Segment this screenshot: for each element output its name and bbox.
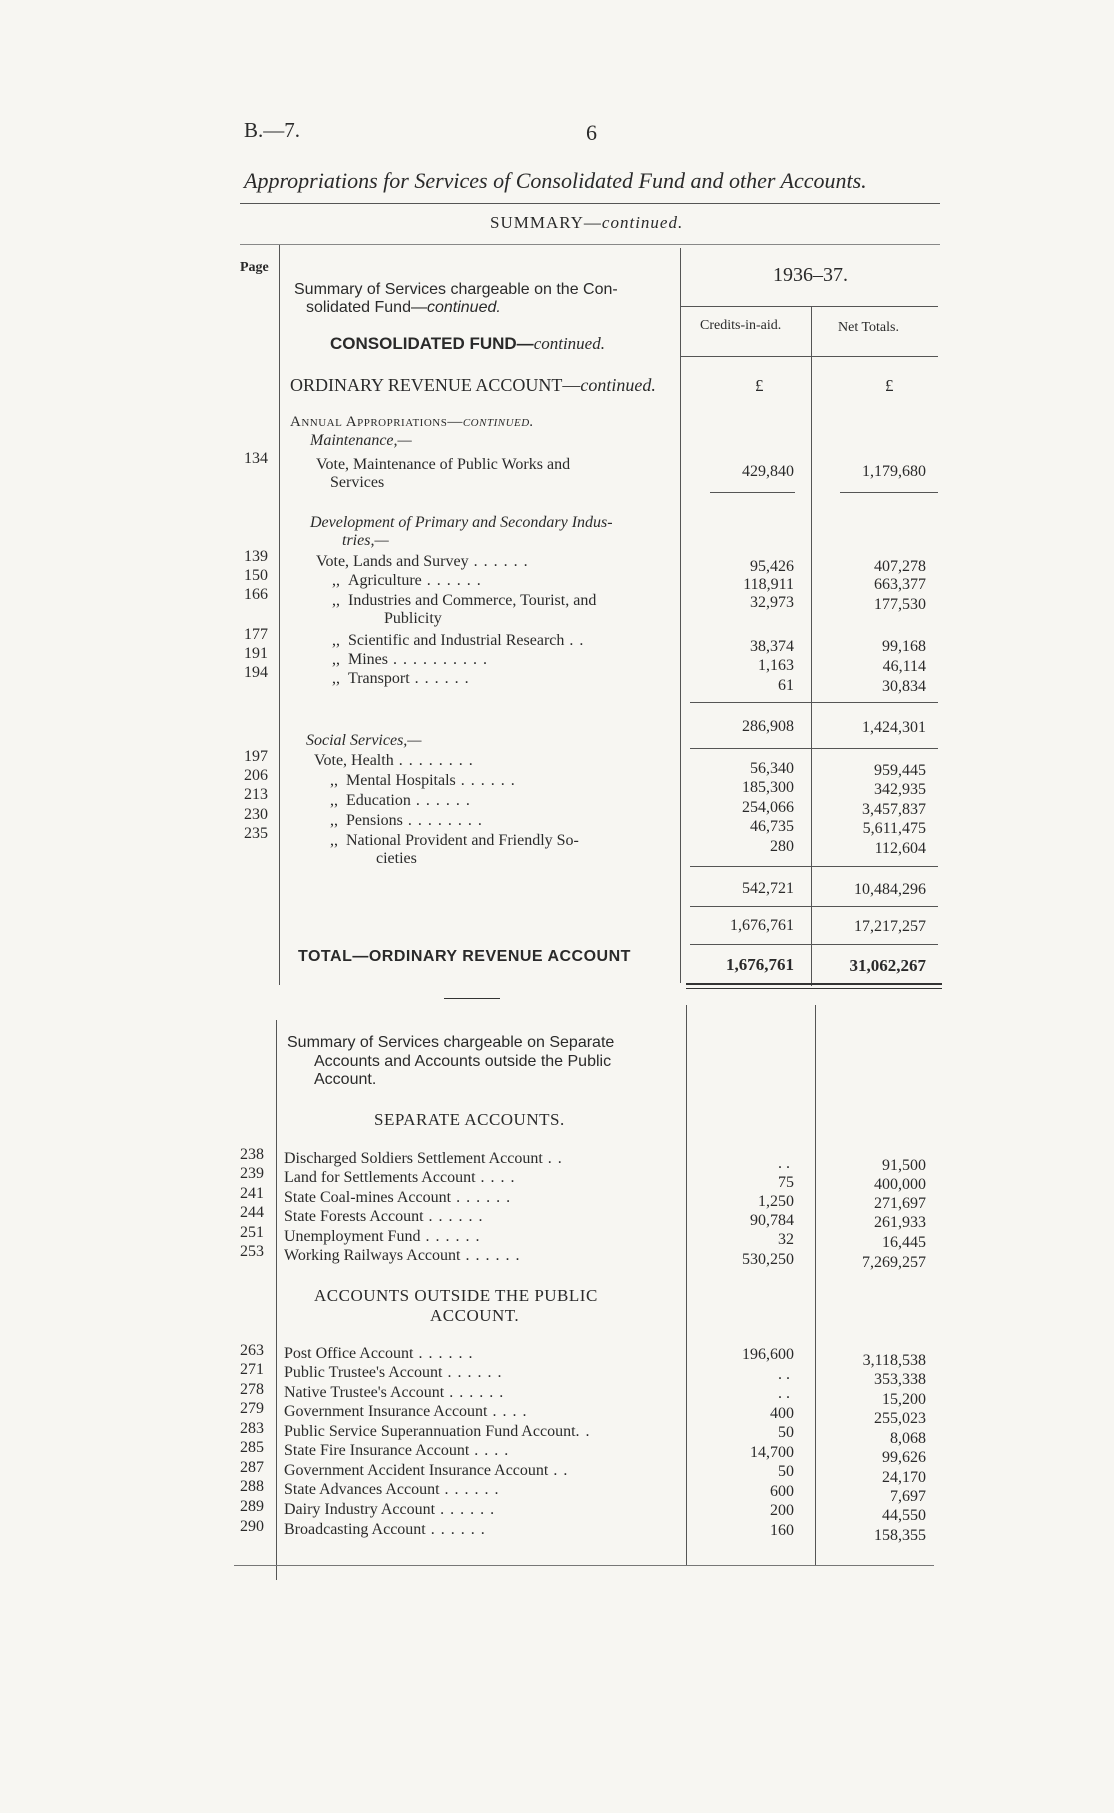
credits-cell: 1,250 — [758, 1193, 794, 1210]
net-cell: 16,445 — [882, 1234, 926, 1251]
net-cell: 177,530 — [874, 596, 926, 613]
net-cell: 99,626 — [882, 1449, 926, 1466]
credits-cell: 530,250 — [742, 1251, 794, 1268]
credits-cell: 32,973 — [750, 594, 794, 611]
credits-cell: 196,600 — [742, 1346, 794, 1363]
credits-cell: 32 — [778, 1231, 794, 1248]
development-heading-line2: tries,— — [342, 532, 389, 549]
table-row: State Advances Account . . . . . . — [284, 1481, 500, 1498]
credits-cell: 400 — [770, 1405, 794, 1422]
table-row-page: 235 — [244, 825, 268, 842]
table-row: ,, National Provident and Friendly So- — [330, 832, 579, 849]
credits-currency: £ — [755, 376, 764, 395]
maintenance-heading: Maintenance,— — [310, 432, 412, 449]
outside-accounts-heading-line1: ACCOUNTS OUTSIDE THE PUBLIC — [314, 1286, 598, 1305]
net-cell: 5,611,475 — [862, 820, 926, 837]
net-cell: 255,023 — [874, 1410, 926, 1427]
maintenance-page: 134 — [244, 450, 268, 467]
table-row: Government Insurance Account . . . . — [284, 1403, 528, 1420]
credits-cell: 95,426 — [750, 558, 794, 575]
table-row: Broadcasting Account . . . . . . — [284, 1521, 486, 1538]
table-row: State Forests Account . . . . . . — [284, 1208, 484, 1225]
credits-cell: 600 — [770, 1483, 794, 1500]
credits-cell: 200 — [770, 1502, 794, 1519]
table-row-page: 283 — [240, 1420, 264, 1437]
net-cell: 342,935 — [874, 781, 926, 798]
maintenance-net: 1,179,680 — [862, 463, 926, 480]
table-row: Native Trustee's Account . . . . . . — [284, 1384, 505, 1401]
credits-cell: 46,735 — [750, 818, 794, 835]
net-cell: 407,278 — [874, 558, 926, 575]
maintenance-line1: Vote, Maintenance of Public Works and — [316, 456, 571, 473]
credits-cell: 38,374 — [750, 638, 794, 655]
net-cell: 3,457,837 — [862, 801, 926, 818]
section1-intro-line2: solidated Fund—continued. — [306, 299, 501, 316]
table-row: ,, Mines . . . . . . . . . . — [332, 651, 488, 668]
net-cell: 91,500 — [882, 1157, 926, 1174]
table-row-page: 263 — [240, 1342, 264, 1359]
table-row-page: 194 — [244, 664, 268, 681]
table-row: Dairy Industry Account . . . . . . — [284, 1501, 496, 1518]
table-row: ,, Transport . . . . . . — [332, 670, 470, 687]
table-row: State Fire Insurance Account . . . . — [284, 1442, 510, 1459]
credits-cell: 14,700 — [750, 1444, 794, 1461]
table-row-page: 279 — [240, 1400, 264, 1417]
development-total-net: 1,424,301 — [862, 719, 926, 736]
social-total-credits: 542,721 — [742, 880, 794, 897]
table-row: ,, Education . . . . . . — [330, 792, 471, 809]
section2-intro-line2: Accounts and Accounts outside the Public — [314, 1053, 612, 1070]
table-row: Public Service Superannuation Fund Account. . — [284, 1423, 591, 1440]
maintenance-line2: Services — [330, 474, 385, 491]
section2-intro-line3: Account. — [314, 1071, 377, 1088]
table-row: ,, Pensions . . . . . . . . — [330, 812, 483, 829]
table-row-page: 290 — [240, 1518, 264, 1535]
subtotal-net: 17,217,257 — [854, 918, 926, 935]
table-row-page: 230 — [244, 806, 268, 823]
table-row-page: 238 — [240, 1146, 264, 1163]
table-row: State Coal-mines Account . . . . . . — [284, 1189, 512, 1206]
credits-cell: 280 — [770, 838, 794, 855]
summary-heading: SUMMARY—continued. — [490, 213, 684, 232]
ordinary-revenue-heading: ORDINARY REVENUE ACCOUNT—continued. — [290, 375, 656, 395]
net-cell: 24,170 — [882, 1469, 926, 1486]
net-cell: 353,338 — [874, 1371, 926, 1388]
table-row-page: 241 — [240, 1185, 264, 1202]
section1-intro-line1: Summary of Services chargeable on the Con- — [294, 281, 618, 298]
total-label: TOTAL—ORDINARY REVENUE ACCOUNT — [298, 948, 631, 965]
table-row-page: 285 — [240, 1439, 264, 1456]
social-services-heading: Social Services,— — [306, 732, 422, 749]
table-row-continuation: cieties — [376, 850, 417, 867]
table-row-page: 239 — [240, 1165, 264, 1182]
development-total-credits: 286,908 — [742, 718, 794, 735]
outside-accounts-heading-line2: ACCOUNT. — [430, 1306, 520, 1325]
table-row-page: 177 — [244, 626, 268, 643]
table-row: ,, Industries and Commerce, Tourist, and — [332, 592, 597, 609]
page-number: 6 — [586, 120, 597, 145]
net-cell: 959,445 — [874, 762, 926, 779]
credits-cell: . . — [778, 1385, 790, 1402]
section2-intro-line1: Summary of Services chargeable on Separate — [287, 1034, 615, 1051]
table-row-continuation: Publicity — [384, 610, 442, 627]
table-row: Discharged Soldiers Settlement Account . . — [284, 1150, 563, 1167]
table-row: Unemployment Fund . . . . . . — [284, 1228, 481, 1245]
credits-cell: 118,911 — [743, 576, 794, 593]
table-row-page: 191 — [244, 645, 268, 662]
table-row-page: 251 — [240, 1224, 264, 1241]
table-row-page: 197 — [244, 748, 268, 765]
credits-cell: 61 — [778, 677, 794, 694]
net-cell: 8,068 — [890, 1430, 926, 1447]
credits-cell: . . — [778, 1155, 790, 1172]
credits-column-header: Credits-in-aid. — [700, 318, 782, 333]
net-currency: £ — [885, 376, 894, 395]
net-cell: 158,355 — [874, 1527, 926, 1544]
credits-cell: 254,066 — [742, 799, 794, 816]
table-row-page: 287 — [240, 1459, 264, 1476]
credits-cell: 75 — [778, 1174, 794, 1191]
page-column-header: Page — [240, 260, 269, 275]
separate-accounts-heading: SEPARATE ACCOUNTS. — [374, 1110, 565, 1129]
page-title: Appropriations for Services of Consolidated Fund and other Accounts. — [244, 168, 867, 193]
net-cell: 663,377 — [874, 576, 926, 593]
credits-cell: 1,163 — [758, 657, 794, 674]
net-cell: 7,269,257 — [862, 1254, 926, 1271]
net-cell: 261,933 — [874, 1214, 926, 1231]
net-cell: 112,604 — [874, 840, 926, 857]
table-row-page: 288 — [240, 1478, 264, 1495]
table-row: ,, Agriculture . . . . . . — [332, 572, 482, 589]
table-row: Vote, Lands and Survey . . . . . . — [316, 553, 529, 570]
table-row: Post Office Account . . . . . . — [284, 1345, 474, 1362]
credits-cell: 90,784 — [750, 1212, 794, 1229]
subtotal-credits: 1,676,761 — [730, 917, 794, 934]
net-cell: 7,697 — [890, 1488, 926, 1505]
net-column-header: Net Totals. — [838, 320, 899, 335]
table-row: Vote, Health . . . . . . . . — [314, 752, 474, 769]
net-cell: 99,168 — [882, 638, 926, 655]
table-row: Government Accident Insurance Account . . — [284, 1462, 569, 1479]
consolidated-fund-heading: CONSOLIDATED FUND—continued. — [330, 334, 605, 353]
year-header: 1936–37. — [773, 264, 848, 286]
net-cell: 3,118,538 — [862, 1352, 926, 1369]
credits-cell: . . — [778, 1366, 790, 1383]
net-cell: 15,200 — [882, 1391, 926, 1408]
net-cell: 44,550 — [882, 1507, 926, 1524]
net-cell: 271,697 — [874, 1195, 926, 1212]
table-row-page: 213 — [244, 786, 268, 803]
maintenance-credits: 429,840 — [742, 463, 794, 480]
net-cell: 400,000 — [874, 1176, 926, 1193]
total-credits: 1,676,761 — [726, 955, 794, 974]
document-reference: B.—7. — [244, 118, 301, 142]
table-row: Public Trustee's Account . . . . . . — [284, 1364, 503, 1381]
table-row-page: 271 — [240, 1361, 264, 1378]
credits-cell: 160 — [770, 1522, 794, 1539]
credits-cell: 56,340 — [750, 760, 794, 777]
table-row-page: 206 — [244, 767, 268, 784]
total-net: 31,062,267 — [849, 956, 926, 975]
table-row: Working Railways Account . . . . . . — [284, 1247, 521, 1264]
table-row-page: 166 — [244, 586, 268, 603]
annual-appropriations-heading: Annual Appropriations—continued. — [290, 414, 534, 430]
table-row-page: 289 — [240, 1498, 264, 1515]
table-row-page: 244 — [240, 1204, 264, 1221]
table-row-page: 278 — [240, 1381, 264, 1398]
development-heading-line1: Development of Primary and Secondary Indus- — [310, 514, 613, 531]
table-row-page: 253 — [240, 1243, 264, 1260]
credits-cell: 185,300 — [742, 779, 794, 796]
table-row: Land for Settlements Account . . . . — [284, 1169, 516, 1186]
table-row-page: 139 — [244, 548, 268, 565]
table-row: ,, Mental Hospitals . . . . . . — [330, 772, 516, 789]
table-row: ,, Scientific and Industrial Research . . — [332, 632, 585, 649]
social-total-net: 10,484,296 — [854, 881, 926, 898]
table-row-page: 150 — [244, 567, 268, 584]
net-cell: 30,834 — [882, 678, 926, 695]
net-cell: 46,114 — [882, 658, 926, 675]
credits-cell: 50 — [778, 1424, 794, 1441]
credits-cell: 50 — [778, 1463, 794, 1480]
